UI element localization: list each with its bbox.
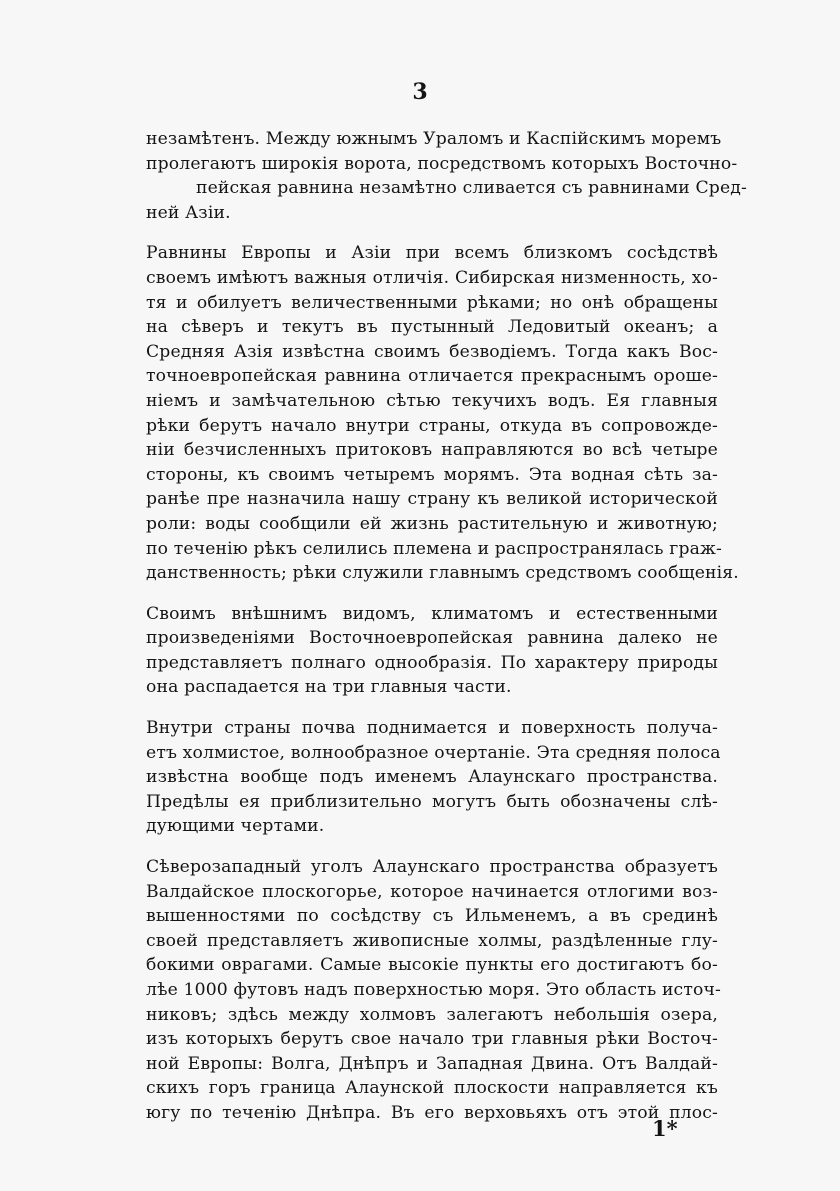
text-line: произведеніями Восточноевропейская равнина далеко не xyxy=(146,628,718,649)
text-line: тя и обилуетъ величественными рѣками; но онѣ обращены xyxy=(146,292,718,313)
text-line: незамѣтенъ. Между южнымъ Ураломъ и Каспійскимъ моремъ xyxy=(146,129,722,149)
text-line: югу по теченію Днѣпра. Въ его верховьяхъ отъ этой плос- xyxy=(146,1102,718,1123)
text-line: по теченію рѣкъ селились племена и распространялась граж- xyxy=(146,538,722,559)
text-line: своемъ имѣютъ важныя отличія. Сибирская низменность, хо- xyxy=(146,267,718,288)
text-line: бокими оврагами. Самые высокіе пункты его достигаютъ бо- xyxy=(146,955,718,976)
text-line: стороны, къ своимъ четыремъ морямъ. Эта водная сѣть за- xyxy=(146,464,718,485)
signature-mark: 1* xyxy=(652,1116,678,1141)
text-line: Сѣверозападный уголъ Алаунскаго пространства образуетъ xyxy=(146,857,718,878)
text-line: извѣстна вообще подъ именемъ Алаунскаго пространства. xyxy=(146,767,718,788)
text-line: представляетъ полнаго однообразія. По характеру природы xyxy=(146,652,718,673)
text-line: скихъ горъ граница Алаунской плоскости направляется къ xyxy=(146,1078,718,1099)
page-number: 3 xyxy=(412,79,428,105)
text-line: Средняя Азія извѣстна своимъ безводіемъ. Тогда какъ Вос- xyxy=(146,341,718,362)
text-line: Равнины Европы и Азіи при всемъ близкомъ сосѣдствѣ xyxy=(146,243,718,264)
text-line: ней Азіи. xyxy=(146,202,231,223)
text-line: ранѣе пре назначила нашу страну къ великой исторической xyxy=(146,489,718,510)
text-line: ной Европы: Волга, Днѣпръ и Западная Двина. Отъ Валдай- xyxy=(146,1053,718,1074)
paragraph xyxy=(146,127,747,225)
text-line: ніемъ и замѣчательною сѣтью текучихъ водъ. Ея главныя xyxy=(146,390,718,411)
text-line: пейская равнина незамѣтно сливается съ равнинами Сред- xyxy=(196,178,747,199)
text-line: она распадается на три главныя части. xyxy=(146,677,512,698)
paragraph xyxy=(146,602,718,700)
text-line: вышенностями по сосѣдству съ Ильменемъ, а въ срединѣ xyxy=(146,906,718,927)
text-line: Своимъ внѣшнимъ видомъ, климатомъ и естественными xyxy=(146,603,718,624)
text-line: никовъ; здѣсь между холмовъ залегаютъ небольшія озера, xyxy=(146,1004,718,1025)
text-line: пролегаютъ широкія ворота, посредствомъ которыхъ Восточно- xyxy=(146,153,738,174)
text-line: Валдайское плоскогорье, которое начинается отлогими воз- xyxy=(146,881,718,902)
paragraph xyxy=(146,855,721,1126)
text-line: своей представляетъ живописные холмы, раздѣленные глу- xyxy=(146,930,718,951)
paragraph xyxy=(146,241,739,585)
text-line: етъ холмистое, волнообразное очертаніе. Эта средняя полоса xyxy=(146,742,721,763)
text-line: изъ которыхъ берутъ свое начало три главныя рѣки Восточ- xyxy=(146,1029,718,1050)
text-line: точноевропейская равнина отличается прекраснымъ ороше- xyxy=(146,366,718,387)
text-line: Предѣлы ея приблизительно могутъ быть обозначены слѣ- xyxy=(146,791,718,812)
text-line: дующими чертами. xyxy=(146,816,325,837)
text-line: роли: воды сообщили ей жизнь растительную и животную; xyxy=(146,513,718,534)
text-line: лѣе 1000 футовъ надъ поверхностью моря. Это область источ- xyxy=(146,980,721,1000)
text-line: рѣки берутъ начало внутри страны, откуда въ сопровожде- xyxy=(146,415,718,436)
text-line: ніи безчисленныхъ притоковъ направляются во всѣ четыре xyxy=(146,440,718,461)
text-line: данственность; рѣки служили главнымъ средствомъ сообщенія. xyxy=(146,563,739,584)
text-line: Внутри страны почва поднимается и поверхность получа- xyxy=(146,718,718,739)
text-line: на сѣверъ и текутъ въ пустынный Ледовитый океанъ; а xyxy=(146,317,718,338)
body-text xyxy=(146,127,747,1142)
paragraph xyxy=(146,716,721,839)
